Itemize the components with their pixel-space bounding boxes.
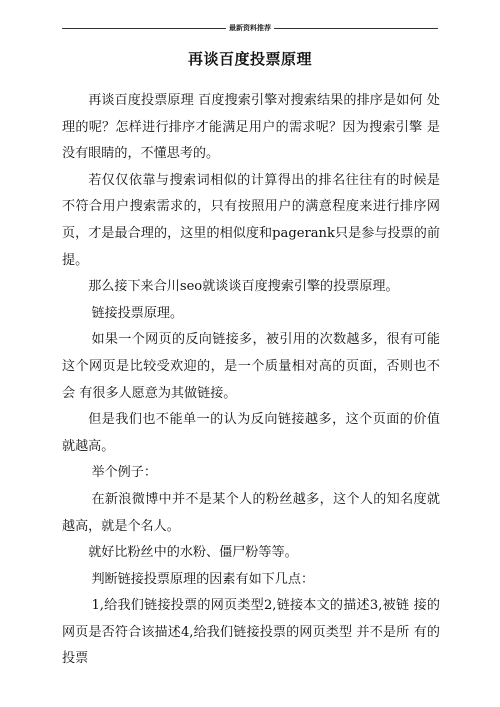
- header-rule-left: [62, 28, 226, 29]
- paragraph: 但是我们也不能单一的认为反向链接越多，这个页面的价值就越高。: [62, 412, 440, 454]
- paragraph: 举个例子：: [91, 465, 157, 481]
- paragraph: 如果一个网页的反向链接多，被引用的次数越多，很有可能 这个网页是比较受欢迎的，是一个质量相对高的页面，否则也不会 有很多人愿意为其做链接。: [62, 332, 440, 401]
- document-title: 再谈百度投票原理: [187, 50, 312, 68]
- paragraph: 那么接下来合川seo就谈谈百度搜索引擎的投票原理。: [88, 279, 399, 295]
- paragraph: 判断链接投票原理的因素有如下几点：: [91, 571, 315, 587]
- paragraph: 在新浪微博中并不是某个人的粉丝越多，这个人的知名度就越高，就是个名人。: [62, 491, 440, 534]
- paragraph: 1,给我们链接投票的网页类型2,链接本文的描述3,被链 接的网页是否符合该描述4,给我们链接投票的网页类型 并不是所 有的投票: [62, 598, 440, 667]
- paragraph: 就好比粉丝中的水粉、僵尸粉等等。: [88, 545, 298, 561]
- document-body: [62, 88, 440, 673]
- paragraph: 链接投票原理。: [91, 305, 184, 321]
- header-label: 最新资料推荐: [229, 24, 271, 32]
- header-rule-right: [274, 28, 438, 29]
- paragraph: 再谈百度投票原理 百度搜索引擎对搜索结果的排序是如何 处理的呢？怎样进行排序才能满足用户的需求呢？因为搜索引擎 是没有眼睛的，不懂思考的。: [62, 93, 440, 162]
- paragraph: 若仅仅依靠与搜索词相似的计算得出的排名往往有的时候是不符合用户搜索需求的，只有按照用户的满意程度来进行排序网页，才是最合理的，这里的相似度和pagerank只是参与投票的前提。: [62, 172, 440, 268]
- header-banner: [62, 22, 438, 34]
